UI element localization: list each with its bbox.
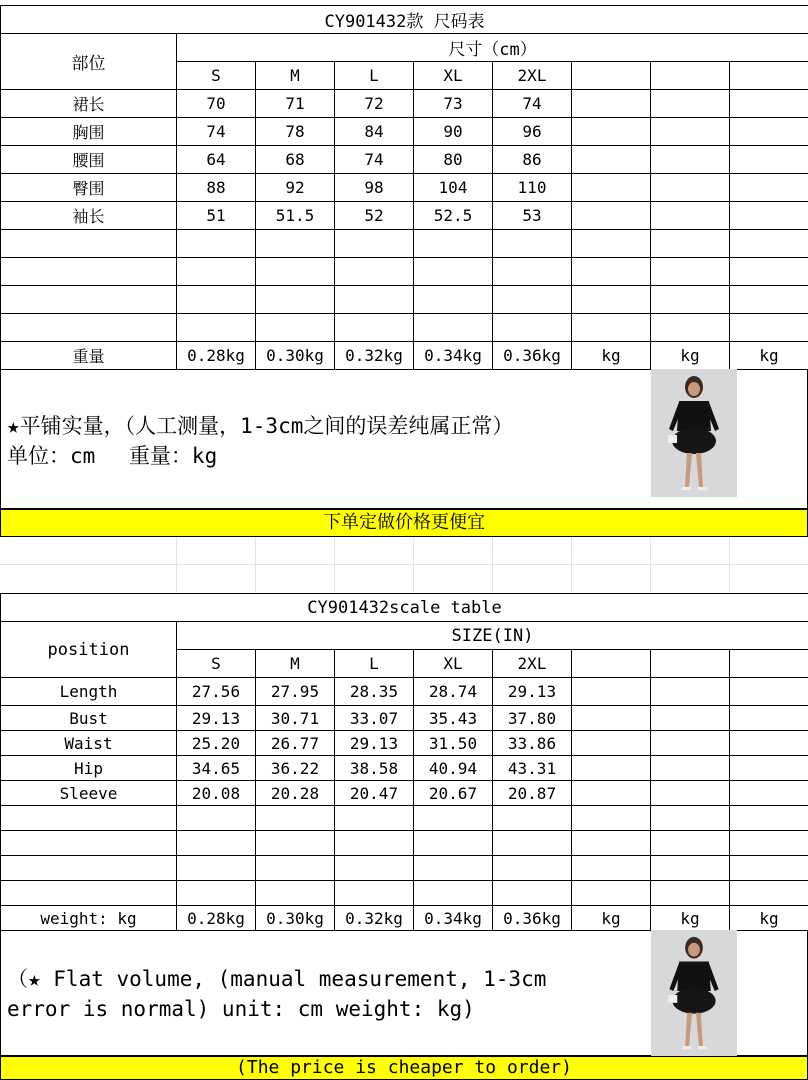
- cell: [651, 146, 730, 174]
- weight-label: 重量: [1, 342, 177, 370]
- size-label: [651, 62, 730, 90]
- cell: [651, 678, 730, 706]
- cell: 26.77: [256, 731, 335, 756]
- row-label: 胸围: [1, 118, 177, 146]
- cell: 96: [493, 118, 572, 146]
- en-promo-banner: (The price is cheaper to order): [0, 1056, 808, 1080]
- table-row: [1, 756, 808, 781]
- cell: [730, 90, 808, 118]
- empty-row: [1, 258, 808, 286]
- table-row: [1, 118, 808, 146]
- weight-cell: kg: [651, 906, 730, 931]
- cell: [730, 706, 808, 731]
- cell: 86: [493, 146, 572, 174]
- cell: [651, 756, 730, 781]
- table-row: [1, 731, 808, 756]
- weight-cell: kg: [572, 342, 651, 370]
- row-label: 袖长: [1, 202, 177, 230]
- model-image-icon: [651, 930, 737, 1056]
- cell: 92: [256, 174, 335, 202]
- cell: 64: [177, 146, 256, 174]
- cell: 37.80: [493, 706, 572, 731]
- cell: 68: [256, 146, 335, 174]
- cell: [651, 202, 730, 230]
- table-row: [1, 202, 808, 230]
- cell: 31.50: [414, 731, 493, 756]
- size-label: [730, 650, 808, 678]
- weight-cell: 0.36kg: [493, 906, 572, 931]
- size-label: [572, 650, 651, 678]
- cell: 27.95: [256, 678, 335, 706]
- en-size-table: [0, 593, 808, 931]
- cell: [572, 781, 651, 806]
- cell: 110: [493, 174, 572, 202]
- en-chart-title: CY901432scale table: [1, 594, 808, 622]
- cell: 28.35: [335, 678, 414, 706]
- size-label: M: [256, 62, 335, 90]
- cell: 28.74: [414, 678, 493, 706]
- cell: 36.22: [256, 756, 335, 781]
- cell: [651, 118, 730, 146]
- weight-row: [1, 906, 808, 931]
- empty-row: [1, 856, 808, 881]
- cell: 30.71: [256, 706, 335, 731]
- table-row: [1, 146, 808, 174]
- size-label: XL: [414, 62, 493, 90]
- cell: 20.67: [414, 781, 493, 806]
- weight-cell: kg: [730, 906, 808, 931]
- row-label: Hip: [1, 756, 177, 781]
- empty-row: [1, 286, 808, 314]
- empty-row: [1, 230, 808, 258]
- cell: 20.87: [493, 781, 572, 806]
- cell: 52: [335, 202, 414, 230]
- weight-cell: 0.36kg: [493, 342, 572, 370]
- cell: [572, 731, 651, 756]
- cell: 29.13: [493, 678, 572, 706]
- size-label: S: [177, 650, 256, 678]
- cn-note-area: [0, 369, 808, 509]
- cell: 43.31: [493, 756, 572, 781]
- cell: 73: [414, 90, 493, 118]
- weight-cell: 0.30kg: [256, 906, 335, 931]
- cn-size-chart: [0, 5, 808, 370]
- cell: 74: [335, 146, 414, 174]
- cell: [730, 174, 808, 202]
- size-label: 2XL: [493, 62, 572, 90]
- cell: [730, 731, 808, 756]
- cell: [572, 678, 651, 706]
- size-label: XL: [414, 650, 493, 678]
- weight-cell: 0.32kg: [335, 342, 414, 370]
- size-label: L: [335, 650, 414, 678]
- cell: [651, 174, 730, 202]
- cell: [651, 706, 730, 731]
- cell: 51.5: [256, 202, 335, 230]
- cell: [651, 781, 730, 806]
- table-row: [1, 678, 808, 706]
- en-note-area: [0, 930, 808, 1056]
- cell: 27.56: [177, 678, 256, 706]
- product-photo: [651, 930, 737, 1058]
- cn-size-table: [0, 5, 808, 370]
- weight-row: [1, 342, 808, 370]
- cn-promo-banner: 下单定做价格更便宜: [0, 509, 808, 537]
- size-label: L: [335, 62, 414, 90]
- en-size-chart: [0, 593, 808, 931]
- en-note-text: （★ Flat volume, (manual measurement, 1-3cm error is normal) unit: cm weight: kg): [7, 967, 547, 1021]
- weight-cell: kg: [572, 906, 651, 931]
- row-label: Bust: [1, 706, 177, 731]
- size-label: 2XL: [493, 650, 572, 678]
- cell: [730, 781, 808, 806]
- cell: [572, 90, 651, 118]
- cell: 80: [414, 146, 493, 174]
- cell: 40.94: [414, 756, 493, 781]
- cell: 74: [177, 118, 256, 146]
- cell: [572, 146, 651, 174]
- cell: 20.28: [256, 781, 335, 806]
- size-label: [730, 62, 808, 90]
- row-label: 臀围: [1, 174, 177, 202]
- cell: [572, 174, 651, 202]
- empty-row: [1, 831, 808, 856]
- weight-cell: kg: [730, 342, 808, 370]
- table-row: [1, 706, 808, 731]
- cell: 33.86: [493, 731, 572, 756]
- cell: 72: [335, 90, 414, 118]
- cell: [730, 118, 808, 146]
- product-photo: [651, 369, 737, 497]
- weight-cell: 0.28kg: [177, 906, 256, 931]
- empty-row: [1, 881, 808, 906]
- weight-cell: 0.34kg: [414, 906, 493, 931]
- empty-row: [1, 806, 808, 831]
- cell: [572, 202, 651, 230]
- cell: 90: [414, 118, 493, 146]
- model-image-icon: [651, 369, 737, 497]
- weight-cell: 0.32kg: [335, 906, 414, 931]
- sheet-gap: [0, 537, 808, 592]
- cell: [572, 118, 651, 146]
- row-label: 腰围: [1, 146, 177, 174]
- cell: 20.08: [177, 781, 256, 806]
- weight-cell: kg: [651, 342, 730, 370]
- cell: [651, 731, 730, 756]
- cell: 29.13: [335, 731, 414, 756]
- cell: [572, 706, 651, 731]
- cell: 35.43: [414, 706, 493, 731]
- en-position-header: position: [1, 622, 177, 678]
- cell: [730, 678, 808, 706]
- cell: 52.5: [414, 202, 493, 230]
- cell: 33.07: [335, 706, 414, 731]
- cell: 20.47: [335, 781, 414, 806]
- cell: [730, 146, 808, 174]
- cell: [730, 202, 808, 230]
- empty-row: [1, 314, 808, 342]
- weight-cell: 0.28kg: [177, 342, 256, 370]
- size-label: S: [177, 62, 256, 90]
- cell: [730, 756, 808, 781]
- table-row: [1, 781, 808, 806]
- cn-position-header: 部位: [1, 34, 177, 90]
- cell: 53: [493, 202, 572, 230]
- en-size-unit-header: SIZE(IN): [177, 622, 808, 650]
- cell: 98: [335, 174, 414, 202]
- cell: 51: [177, 202, 256, 230]
- cell: [651, 90, 730, 118]
- row-label: 裙长: [1, 90, 177, 118]
- table-row: [1, 90, 808, 118]
- row-label: Sleeve: [1, 781, 177, 806]
- cell: 84: [335, 118, 414, 146]
- cn-chart-title: CY901432款 尺码表: [1, 6, 808, 34]
- cell: 88: [177, 174, 256, 202]
- weight-cell: 0.34kg: [414, 342, 493, 370]
- cell: 104: [414, 174, 493, 202]
- row-label: Waist: [1, 731, 177, 756]
- size-label: [572, 62, 651, 90]
- cell: 38.58: [335, 756, 414, 781]
- cn-size-unit-header: 尺寸（cm）: [177, 34, 808, 62]
- weight-label: weight: kg: [1, 906, 177, 931]
- row-label: Length: [1, 678, 177, 706]
- cell: 70: [177, 90, 256, 118]
- cell: [572, 756, 651, 781]
- table-row: [1, 174, 808, 202]
- weight-cell: 0.30kg: [256, 342, 335, 370]
- cell: 25.20: [177, 731, 256, 756]
- cn-note-text: ★平铺实量，（人工测量，1-3cm之间的误差纯属正常） 单位：cm 重量：kg: [7, 414, 514, 468]
- cell: 34.65: [177, 756, 256, 781]
- cell: 29.13: [177, 706, 256, 731]
- size-label: M: [256, 650, 335, 678]
- cell: 78: [256, 118, 335, 146]
- cell: 74: [493, 90, 572, 118]
- size-label: [651, 650, 730, 678]
- cell: 71: [256, 90, 335, 118]
